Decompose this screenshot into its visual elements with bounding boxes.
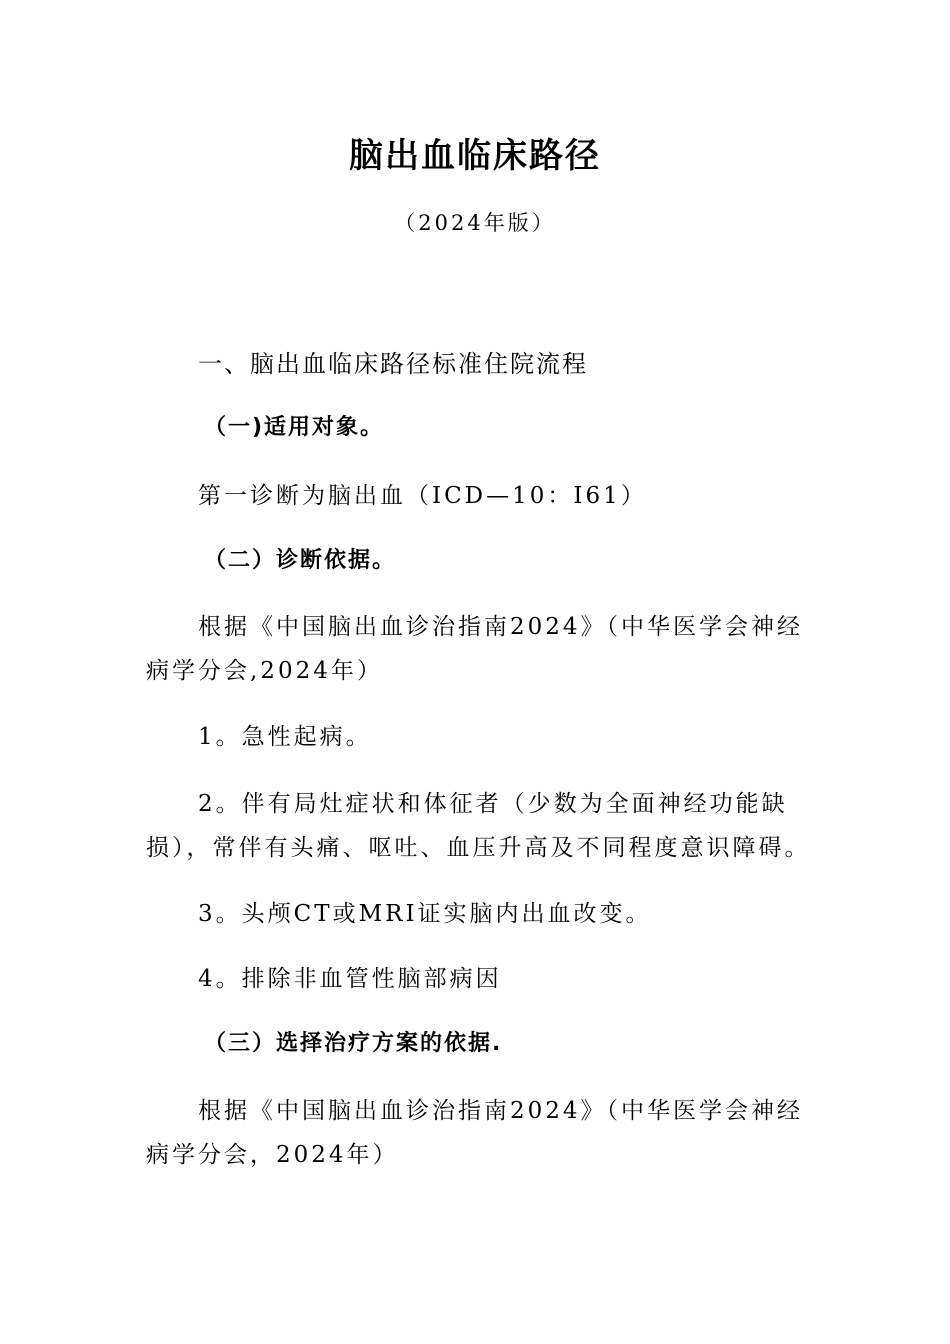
subsection-heading-diagnosis: （二）诊断依据。 bbox=[204, 548, 397, 573]
section-heading: 一、脑出血临床路径标准住院流程 bbox=[198, 350, 588, 378]
diagnosis-item-3: 3。头颅CT或MRI证实脑内出血改变。 bbox=[198, 901, 652, 927]
subsection-heading-applicable: （一)适用对象。 bbox=[204, 415, 385, 440]
treatment-basis-line-2: 病学分会，2024年） bbox=[146, 1142, 399, 1168]
treatment-basis-line-1: 根据《中国脑出血诊治指南2024》（中华医学会神经 bbox=[198, 1098, 804, 1124]
applicable-text: 第一诊断为脑出血（ICD—10：I61） bbox=[198, 483, 647, 509]
diagnosis-basis-line-2: 病学分会,2024年） bbox=[146, 658, 383, 684]
diagnosis-item-2-line-2: 损），常伴有头痛、呕吐、血压升高及不同程度意识障碍。 bbox=[146, 835, 811, 861]
document-edition: （2024年版） bbox=[394, 211, 556, 235]
subsection-heading-treatment: （三）选择治疗方案的依据. bbox=[204, 1031, 503, 1056]
document-title: 脑出血临床路径 bbox=[349, 136, 601, 176]
diagnosis-item-1: 1。急性起病。 bbox=[198, 724, 372, 750]
diagnosis-item-4: 4。排除非血管性脑部病因 bbox=[198, 966, 502, 992]
diagnosis-item-2-line-1: 2。伴有局灶症状和体征者（少数为全面神经功能缺 bbox=[198, 791, 788, 817]
diagnosis-basis-line-1: 根据《中国脑出血诊治指南2024》（中华医学会神经 bbox=[198, 614, 804, 640]
